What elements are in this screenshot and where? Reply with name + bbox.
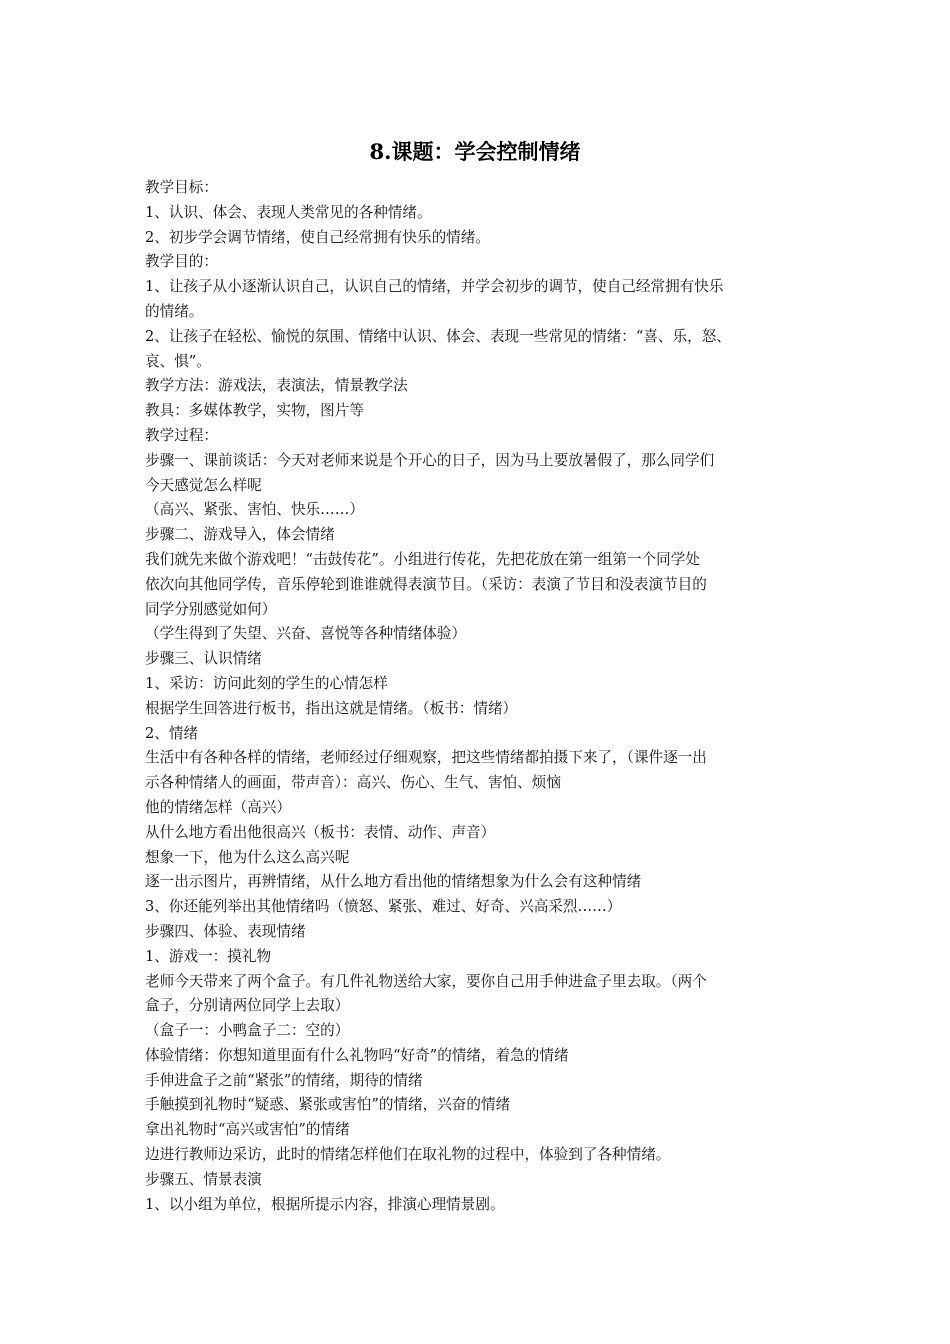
text-line: 手触摸到礼物时“疑惑、紧张或害怕”的情绪，兴奋的情绪 [145, 1096, 511, 1114]
text-line: （学生得到了失望、兴奋、喜悦等各种情绪体验） [145, 625, 467, 643]
text-line: 1、认识、体会、表现人类常见的各种情绪。 [145, 203, 432, 221]
text-line: 步骤一、课前谈话：今天对老师来说是个开心的日子，因为马上要放暑假了，那么同学们 [145, 451, 715, 469]
text-line: 今天感觉怎么样呢 [145, 476, 262, 494]
text-line: 1、采访：访问此刻的学生的心情怎样 [145, 674, 388, 692]
text-line: 哀、惧”。 [145, 352, 211, 370]
text-line: 手伸进盒子之前“紧张”的情绪，期待的情绪 [145, 1071, 423, 1089]
text-line: 步骤二、游戏导入，体会情绪 [145, 526, 335, 544]
document-title: 8.课题：学会控制情绪 [369, 139, 581, 164]
text-line: 体验情绪：你想知道里面有什么礼物吗“好奇”的情绪，着急的情绪 [145, 1046, 569, 1064]
text-line: 步骤四、体验、表现情绪 [145, 922, 306, 940]
text-line: 根据学生回答进行板书，指出这就是情绪。（板书：情绪） [145, 699, 518, 717]
text-line: 1、游戏一：摸礼物 [145, 947, 272, 965]
text-line: 教学过程： [145, 426, 218, 444]
text-line: 想象一下，他为什么这么高兴呢 [145, 848, 350, 866]
text-line: 1、让孩子从小逐渐认识自己，认识自己的情绪，并学会初步的调节，使自己经常拥有快乐 [145, 278, 724, 296]
text-line: 边进行教师边采访，此时的情绪怎样他们在取礼物的过程中，体验到了各种情绪。 [145, 1146, 671, 1164]
text-line: 2、让孩子在轻松、愉悦的氛围、情绪中认识、体会、表现一些常见的情绪：“喜、乐，怒、 [145, 327, 731, 345]
text-line: 老师今天带来了两个盒子。有几件礼物送给大家，要你自己用手伸进盒子里去取。（两个 [145, 972, 707, 990]
text-line: 2、初步学会调节情绪，使自己经常拥有快乐的情绪。 [145, 228, 490, 246]
text-line: 教学目的： [145, 253, 218, 271]
text-line: 3、你还能列举出其他情绪吗（愤怒、紧张、难过、好奇、兴高采烈……） [145, 898, 622, 916]
text-line: 生活中有各种各样的情绪，老师经过仔细观察，把这些情绪都拍摄下来了，（课件逐一出 [145, 749, 707, 767]
text-line: 依次向其他同学传，音乐停轮到谁谁就得表演节目。（采访：表演了节目和没表演节目的 [145, 575, 707, 593]
text-line: 教具：多媒体教学，实物，图片等 [145, 402, 364, 420]
text-line: 示各种情绪人的画面，带声音）：高兴、伤心、生气、害怕、烦恼 [145, 774, 561, 792]
text-line: 从什么地方看出他很高兴（板书：表情、动作、声音） [145, 823, 496, 841]
text-line: 盒子，分别请两位同学上去取） [145, 997, 350, 1015]
text-line: 拿出礼物时“高兴或害怕”的情绪 [145, 1121, 350, 1139]
text-line: 2、情绪 [145, 724, 199, 742]
text-line: 步骤三、认识情绪 [145, 650, 262, 668]
text-line: 逐一出示图片，再辨情绪，从什么地方看出他的情绪想象为什么会有这种情绪 [145, 873, 642, 891]
document-body [145, 176, 820, 1217]
text-line: 他的情绪怎样（高兴） [145, 798, 291, 816]
text-line: 1、以小组为单位，根据所提示内容，排演心理情景剧。 [145, 1195, 505, 1213]
text-line: 教学方法：游戏法，表演法，情景教学法 [145, 377, 408, 395]
text-line: 的情绪。 [145, 302, 204, 320]
text-line: 我们就先来做个游戏吧！“击鼓传花”。小组进行传花，先把花放在第一组第一个同学处 [145, 550, 700, 568]
text-line: 步骤五、情景表演 [145, 1170, 262, 1188]
text-line: （高兴、紧张、害怕、快乐……） [145, 501, 364, 519]
text-line: （盒子一：小鸭盒子二：空的） [145, 1022, 350, 1040]
text-line: 同学分别感觉如何） [145, 600, 277, 618]
text-line: 教学目标： [145, 179, 218, 196]
